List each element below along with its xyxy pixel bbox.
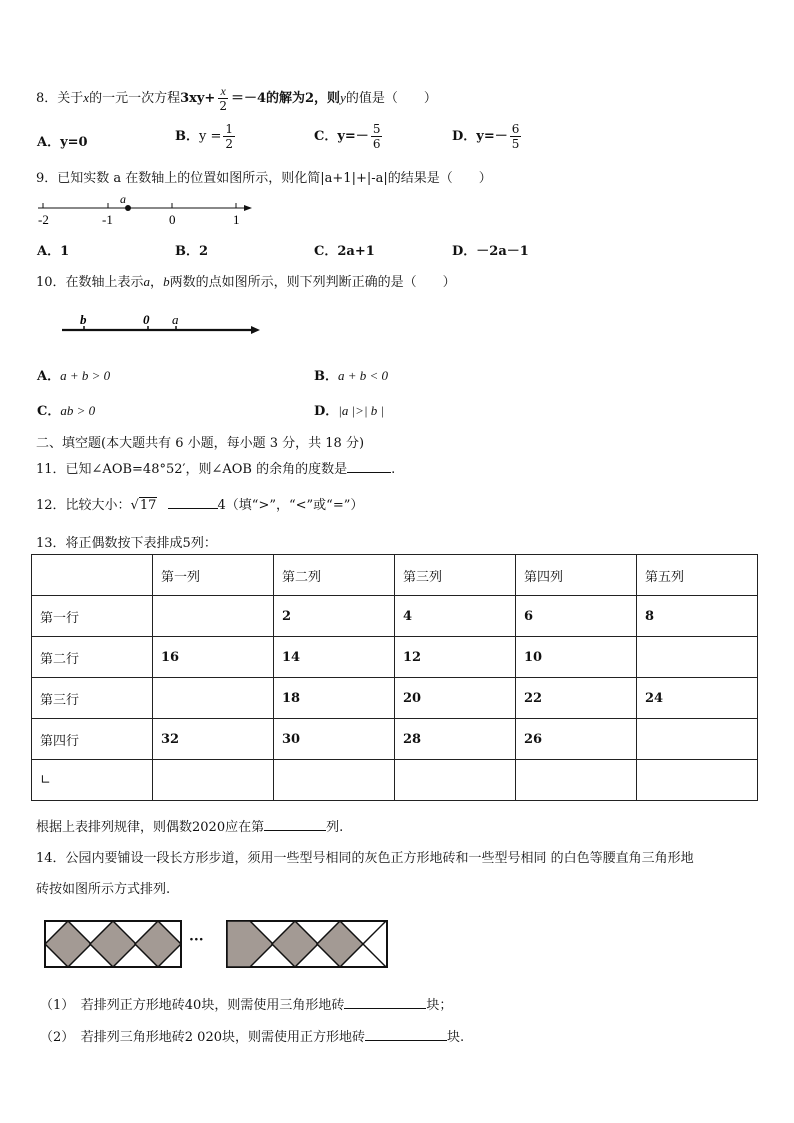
q8-eq-lhs: 3xy+ — [180, 91, 216, 106]
q11-text-end: . — [391, 462, 396, 477]
table-cell: 6 — [516, 596, 637, 637]
q14-ellipsis: ··· — [189, 932, 204, 948]
q10-sep: ， — [150, 275, 164, 290]
q12-text-end: 4（填“>”，“<”或“=”） — [217, 498, 364, 513]
q14-sub2-end: 块. — [447, 1030, 465, 1045]
q9-option-c: C．2a+1 — [314, 244, 375, 259]
q10-option-c-expr: ab > 0 — [60, 403, 96, 418]
q8-option-d — [452, 122, 523, 151]
q9-option-a: A．1 — [37, 244, 70, 259]
table-row — [32, 760, 758, 801]
q9-tick-label-neg2: -2 — [38, 212, 49, 227]
table-cell: 14 — [274, 637, 395, 678]
table-cell — [153, 760, 274, 801]
table-cell: 第五列 — [637, 555, 758, 596]
q8-option-b-text: y = — [199, 129, 222, 144]
table-row — [32, 678, 758, 719]
q8-option-d-text: y=－ — [476, 129, 508, 144]
gray-square-tiles — [227, 921, 363, 967]
table-cell: 8 — [637, 596, 758, 637]
q11 — [36, 458, 395, 477]
table-cell: 10 — [516, 637, 637, 678]
q10-option-d — [314, 400, 384, 419]
q12-radicand: 17 — [139, 498, 157, 513]
q9-stem: 9．已知实数 a 在数轴上的位置如图所示，则化简|a+1|+|-a|的结果是（ ） — [36, 171, 492, 186]
q8-stem-d: 的值是（ ） — [345, 91, 437, 106]
q10-option-a-expr: a + b > 0 — [60, 368, 111, 383]
q9-tick-label-neg1: -1 — [102, 212, 113, 227]
q8-option-d-num: 6 — [511, 122, 520, 136]
q8-stem — [36, 84, 437, 113]
q12-sqrt: √ — [130, 498, 139, 513]
q8-option-c-den: 6 — [372, 137, 381, 151]
q10-number-line — [58, 311, 268, 337]
q14-line2: 砖按如图所示方式排列. — [36, 882, 171, 897]
table-cell: 12 — [395, 637, 516, 678]
table-cell: 30 — [274, 719, 395, 760]
table-cell — [395, 760, 516, 801]
q9-number-line — [30, 190, 262, 230]
q10-label-0: 0 — [143, 312, 150, 327]
q14-sub1 — [40, 994, 452, 1013]
table-cell: 第二行 — [32, 637, 153, 678]
table-cell — [153, 678, 274, 719]
q14-sub2 — [40, 1026, 464, 1045]
table-cell: 第四列 — [516, 555, 637, 596]
table-cell: 28 — [395, 719, 516, 760]
q8-option-d-label: D． — [452, 129, 477, 144]
table-cell: 24 — [637, 678, 758, 719]
table-cell: 22 — [516, 678, 637, 719]
q12-text: 12．比较大小： — [36, 498, 131, 513]
q8-var-y: y — [340, 90, 346, 105]
q8-stem-c: 的解为2，则 — [266, 91, 341, 106]
q10-option-c-label: C． — [37, 404, 61, 419]
table-row — [32, 719, 758, 760]
q10-label-a: a — [172, 312, 179, 327]
q10-option-b — [314, 365, 388, 384]
table-row — [32, 596, 758, 637]
q10-option-c — [37, 400, 95, 419]
q13-question-end: 列. — [326, 820, 344, 835]
q11-answer-blank[interactable] — [347, 471, 391, 473]
table-cell: 16 — [153, 637, 274, 678]
q8-option-d-den: 5 — [511, 137, 520, 151]
q10-option-d-expr: |a |>| b | — [338, 403, 385, 418]
q8-option-c-label: C． — [314, 129, 338, 144]
q11-text: 11．已知∠AOB=48°52′，则∠AOB 的余角的度数是 — [36, 462, 348, 477]
table-cell: 2 — [274, 596, 395, 637]
table-cell: 第二列 — [274, 555, 395, 596]
q10-option-a-label: A． — [37, 369, 61, 384]
table-cell: 32 — [153, 719, 274, 760]
q14-sub2-answer-blank[interactable] — [365, 1039, 447, 1041]
q13-table — [31, 554, 758, 801]
table-cell: ∟ — [32, 760, 153, 801]
table-cell — [153, 596, 274, 637]
table-cell — [637, 760, 758, 801]
q10-option-a — [37, 365, 110, 384]
q8-option-d-fraction — [510, 122, 522, 151]
table-cell: 第三列 — [395, 555, 516, 596]
q10-option-b-label: B． — [314, 369, 338, 384]
table-row — [32, 555, 758, 596]
q8-option-c-fraction — [371, 122, 383, 151]
q10-option-b-expr: a + b < 0 — [338, 368, 389, 383]
section-fill-in-title: 二、填空题(本大题共有 6 小题，每小题 3 分，共 18 分) — [36, 436, 365, 451]
table-cell — [637, 637, 758, 678]
q8-frac-num: x — [220, 84, 226, 98]
q10-axis-arrow — [251, 326, 260, 334]
q8-frac-den: 2 — [219, 99, 227, 113]
table-cell: 18 — [274, 678, 395, 719]
table-cell: 第四行 — [32, 719, 153, 760]
q8-stem-a: 8．关于 — [36, 91, 84, 106]
q10-stem — [36, 271, 456, 290]
q8-var-x: x — [83, 90, 90, 105]
table-cell: 4 — [395, 596, 516, 637]
table-cell: 第三行 — [32, 678, 153, 719]
q8-option-a-label: A． — [37, 135, 61, 150]
q9-axis-arrow — [244, 205, 252, 211]
q8-option-b — [175, 122, 237, 151]
q14-sub2-text: （2） 若排列三角形地砖2 020块，则需使用正方形地砖 — [40, 1030, 365, 1045]
q9-point-a-label: a — [120, 192, 126, 206]
q10-label-b: b — [80, 312, 87, 327]
q9-tick-label-0: 0 — [169, 212, 176, 227]
q8-option-c-text: y=－ — [337, 129, 369, 144]
q14-tile-figure-right — [226, 920, 390, 968]
table-cell: 20 — [395, 678, 516, 719]
q14-tile-figure-left — [44, 920, 184, 968]
table-cell: 26 — [516, 719, 637, 760]
q12 — [36, 494, 363, 513]
q14-line1: 14．公园内要铺设一段长方形步道，须用一些型号相同的灰色正方形地砖和一些型号相同 的白色等腰直角三角形地 — [36, 851, 694, 866]
q14-sub1-answer-blank[interactable] — [344, 1007, 426, 1009]
q9-option-b: B．2 — [175, 244, 209, 259]
q8-stem-b: 的一元一次方程 — [89, 91, 181, 106]
table-cell — [516, 760, 637, 801]
table-cell — [274, 760, 395, 801]
table-cell — [637, 719, 758, 760]
q10-var-a: a — [143, 274, 151, 289]
q8-option-c-num: 5 — [372, 122, 381, 136]
q13-question-text: 根据上表排列规律，则偶数2020应在第 — [36, 820, 265, 835]
q8-option-b-den: 2 — [225, 137, 234, 151]
q8-option-a — [37, 131, 88, 150]
q10-var-b: b — [163, 274, 170, 289]
table-cell: 第一列 — [153, 555, 274, 596]
q10-stem-a: 10．在数轴上表示 — [36, 275, 144, 290]
q14-sub1-end: 块； — [426, 998, 453, 1013]
table-cell: 第一行 — [32, 596, 153, 637]
q8-option-c — [314, 122, 384, 151]
q10-option-d-label: D． — [314, 404, 339, 419]
q13-question — [36, 816, 343, 835]
q8-option-b-num: 1 — [225, 122, 234, 136]
q12-answer-blank[interactable] — [168, 507, 218, 509]
q13-answer-blank[interactable] — [264, 829, 326, 831]
q8-fraction — [217, 84, 229, 113]
table-cell — [32, 555, 153, 596]
q9-option-d: D．－2a－1 — [452, 244, 529, 259]
q9-tick-label-1: 1 — [233, 212, 240, 227]
q8-option-b-label: B． — [175, 129, 199, 144]
table-row — [32, 637, 758, 678]
q8-option-b-fraction — [223, 122, 235, 151]
q14-sub1-text: （1） 若排列正方形地砖40块，则需使用三角形地砖 — [40, 998, 345, 1013]
q10-stem-b: 两数的点如图所示，则下列判断正确的是（ ） — [169, 275, 456, 290]
q8-eq-rhs: ＝－4 — [230, 91, 267, 106]
q8-option-a-text: y=0 — [60, 135, 88, 150]
q13-stem: 13．将正偶数按下表排成5列： — [36, 536, 217, 551]
gray-square-tiles — [45, 921, 181, 967]
